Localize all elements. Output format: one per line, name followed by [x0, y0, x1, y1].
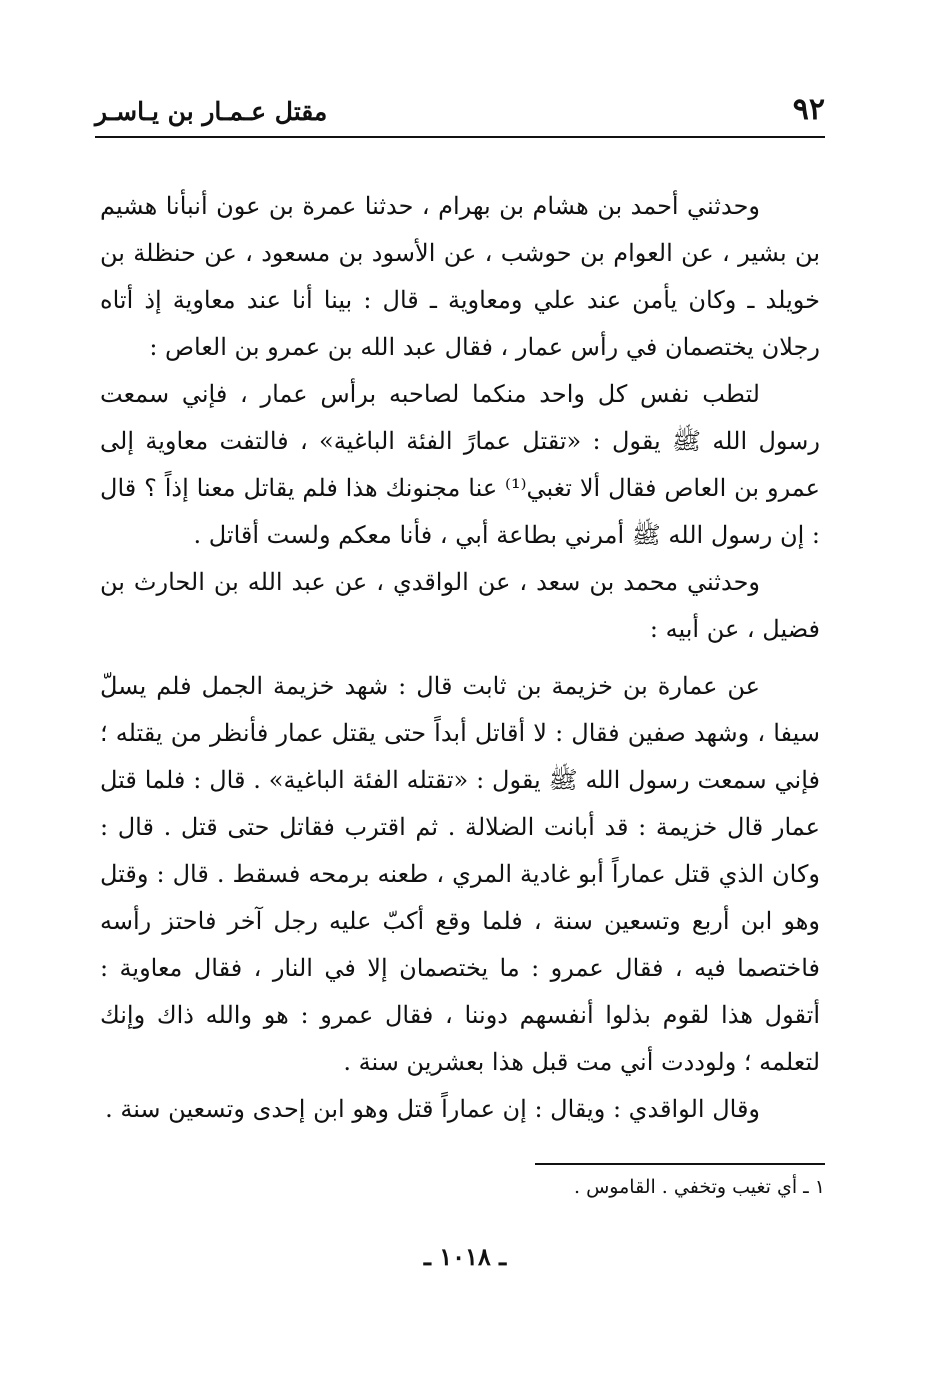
paragraph-3: وحدثني محمد بن سعد ، عن الواقدي ، عن عبد الله بن الحارث بن فضيل ، عن أبيه :	[100, 568, 820, 643]
folio-number: ـ ١٠١٨ ـ	[423, 1242, 507, 1271]
paragraph-2: لتطب نفس كل واحد منكما لصاحبه برأس عمار ، فإني سمعت رسول الله ﷺ يقول : «تقتل عمارً الفئة الباغية» ، فالتفت معاوية إلى عمرو بن العاص فقال ألا تغبي⁽¹⁾ عنا مجنونك هذا فلم يقاتل معنا إذاً ؟ قال : إن رسول الله ﷺ أمرني بطاعة أبي ، فأنا معكم ولست أقاتل .	[100, 380, 821, 549]
paragraph-5: وقال الواقدي : ويقال : إن عماراً قتل وهو ابن إحدى وتسعين سنة .	[105, 1095, 760, 1123]
paragraph-4: عن عمارة بن خزيمة بن ثابت قال : شهد خزيمة الجمل فلم يسلّ سيفا ، وشهد صفين فقال : لا أقاتل أبداً حتى يقتل عمار فأنظر من يقتله ؛ فإني سمعت رسول الله ﷺ يقول : «تقتله الفئة الباغية» . قال : فلما قتل عمار قال خزيمة : قد أبانت الضلالة . ثم اقترب فقاتل حتى قتل . قال : وكان الذي قتل عماراً أبو غادية المري ، طعنه برمحه فسقط . قال : وقتل وهو ابن أربع وتسعين سنة ، فلما وقع أكبّ عليه رجل آخر فاحتز رأسه فاختصما فيه ، فقال عمرو : ما يختصمان إلا في النار ، فقال معاوية : أتقول هذا لقوم بذلوا أنفسهم دوننا ، فقال عمرو : هو والله ذاك وإنك لتعلمه ؛ ولوددت أني مت قبل هذا بعشرين سنة .	[100, 672, 821, 1076]
book-title: مقتل عـمـار بن يـاسـر	[95, 97, 328, 126]
paragraph-1: وحدثني أحمد بن هشام بن بهرام ، حدثنا عمرة بن عون أنبأنا هشيم بن بشير ، عن العوام بن حوشب ، عن الأسود بن مسعود ، عن حنظلة بن خويلد ـ وكان يأمن عند علي ومعاوية ـ قال : بينا أنا عند معاوية إذ أتاه رجلان يختصمان في رأس عمار ، فقال عبد الله بن عمرو بن العاص :	[100, 192, 821, 361]
main-text	[100, 183, 820, 1133]
running-header	[95, 92, 825, 138]
page-number: ٩٢	[792, 92, 825, 127]
footnote-divider	[535, 1163, 825, 1165]
footnote: ١ ـ أي تغيب وتخفي . القاموس .	[574, 1176, 825, 1198]
